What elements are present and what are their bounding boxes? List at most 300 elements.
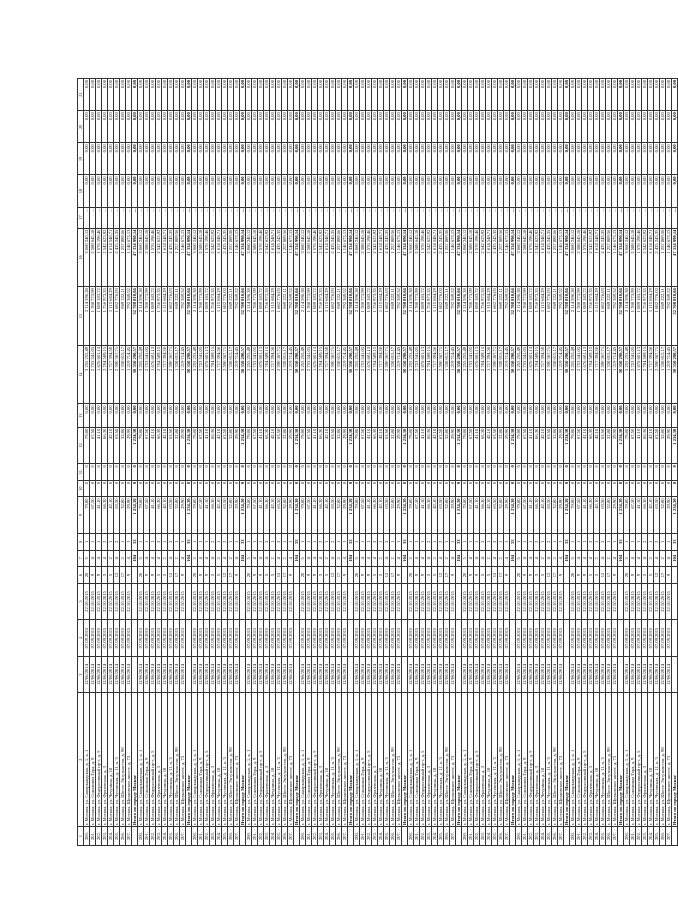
value-cell: 0,00: [288, 143, 294, 175]
value-cell: 33: [618, 533, 624, 550]
value-cell: 22.10.2015: [174, 583, 180, 620]
value-cell: 2 588 645,18: [522, 228, 528, 287]
value-cell: 0,00: [636, 111, 642, 143]
value-cell: 0,00: [84, 404, 90, 427]
value-cell: 79,80: [462, 497, 468, 534]
value-cell: ...: [192, 207, 198, 228]
value-cell: 9: [666, 567, 672, 584]
value-cell: 22.10.2015: [300, 583, 306, 620]
value-cell: 0: [300, 480, 306, 497]
value-cell: 66,30: [318, 497, 324, 534]
value-cell: 66,30: [102, 497, 108, 534]
value-cell: 07.09.2015: [588, 620, 594, 657]
address-cell: г. Москва, ул. Соколиная Гора, д. 9: [306, 693, 312, 827]
value-cell: 0: [258, 464, 264, 481]
value-cell: 1: [636, 533, 642, 550]
value-cell: 07.09.2015: [126, 620, 132, 657]
value-cell: 0,00: [408, 175, 414, 207]
value-cell: 1 219 714,45: [558, 345, 564, 404]
value-cell: 0,00: [96, 111, 102, 143]
value-cell: 1 717 394,50: [648, 345, 654, 404]
value-cell: 0,00: [228, 111, 234, 143]
value-cell: 2: [270, 550, 276, 567]
value-cell: 0,00: [264, 404, 270, 427]
value-cell: 5: [588, 567, 594, 584]
value-cell: 201.: [468, 827, 474, 846]
value-cell: 12/06/2014: [540, 656, 546, 693]
value-cell: 63,50: [384, 497, 390, 534]
value-cell: 0,00: [582, 111, 588, 143]
value-cell: 07.09.2015: [552, 620, 558, 657]
value-cell: 0,00: [294, 404, 300, 427]
value-cell: 0,00: [618, 404, 624, 427]
value-cell: ...: [450, 207, 456, 228]
value-cell: 2 704 589,15: [210, 345, 216, 404]
value-cell: 0,00: [270, 143, 276, 175]
value-cell: 0,00: [522, 143, 528, 175]
value-cell: 1 234,30: [456, 427, 462, 464]
value-cell: 0,00: [396, 79, 402, 111]
value-cell: 0,00: [426, 111, 432, 143]
value-cell: 869 222,11: [660, 287, 666, 346]
address-cell: г. Москва, ул. Чусовская, д. 11, к. 5: [114, 693, 120, 827]
value-cell: ...: [510, 207, 516, 228]
value-cell: 12: [330, 567, 336, 584]
value-cell: 5: [270, 567, 276, 584]
value-cell: 2 435 245,35: [330, 228, 336, 287]
value-cell: 207.: [126, 827, 132, 846]
value-cell: 204.: [648, 827, 654, 846]
value-cell: ...: [414, 207, 420, 228]
address-cell: г. Москва, ул. Фрязевская, д. 3: [264, 693, 270, 827]
value-cell: 07.09.2015: [516, 620, 522, 657]
value-cell: 9: [630, 567, 636, 584]
value-cell: 1: [594, 533, 600, 550]
value-cell: 2 753 541,05: [306, 345, 312, 404]
value-cell: [672, 827, 678, 846]
value-cell: 0,00: [156, 111, 162, 143]
value-cell: 1: [606, 533, 612, 550]
address-cell: г. Москва, ул. Федеративный пр-т, д. 5: [204, 693, 210, 827]
value-cell: 07.09.2015: [90, 620, 96, 657]
value-cell: 50 350 290,57: [456, 345, 462, 404]
value-cell: 22.10.2015: [312, 583, 318, 620]
value-cell: ...: [552, 207, 558, 228]
value-cell: 1: [552, 533, 558, 550]
value-cell: 0,00: [408, 79, 414, 111]
value-cell: 0: [348, 480, 354, 497]
value-cell: 32 708 810,04: [186, 287, 192, 346]
value-cell: 0,00: [540, 175, 546, 207]
value-cell: 0,00: [222, 143, 228, 175]
value-cell: 1: [138, 533, 144, 550]
value-cell: 9: [468, 567, 474, 584]
value-cell: 0,00: [366, 404, 372, 427]
value-cell: 0,00: [186, 143, 192, 175]
value-cell: 0,00: [378, 143, 384, 175]
value-cell: 0,00: [144, 143, 150, 175]
value-cell: 20: [246, 567, 252, 584]
value-cell: 1 257 889,56: [390, 228, 396, 287]
value-cell: 12/06/2014: [276, 656, 282, 693]
value-cell: 1 788 773,99: [522, 287, 528, 346]
value-cell: 0: [240, 480, 246, 497]
value-cell: 4: [180, 550, 186, 567]
value-cell: 2 114 596,38: [624, 287, 630, 346]
value-cell: 0,00: [174, 175, 180, 207]
value-cell: 0: [234, 464, 240, 481]
value-cell: 0,00: [474, 79, 480, 111]
value-cell: ...: [582, 207, 588, 228]
value-cell: 22.10.2015: [636, 583, 642, 620]
value-cell: 1 089 183,72: [474, 287, 480, 346]
value-cell: 0,00: [360, 175, 366, 207]
value-cell: 2 590 367,71: [438, 345, 444, 404]
value-cell: 9: [96, 567, 102, 584]
value-cell: 0,00: [498, 79, 504, 111]
value-cell: 20: [570, 567, 576, 584]
value-cell: 0: [420, 480, 426, 497]
value-cell: 200.: [138, 827, 144, 846]
address-cell: г. Москва, ул. Чусовская, д. 11, к. 5: [168, 693, 174, 827]
address-cell: г. Москва, ул. Соколиная Гора, д. 9: [576, 693, 582, 827]
value-cell: 2 588 645,18: [630, 228, 636, 287]
value-cell: 41,10: [96, 427, 102, 464]
value-cell: 1 257 889,56: [606, 228, 612, 287]
value-cell: 12/06/2014: [558, 656, 564, 693]
value-cell: 63,50: [546, 427, 552, 464]
value-cell: 3 060 240,12: [192, 228, 198, 287]
value-cell: 0,00: [552, 111, 558, 143]
value-cell: 0,00: [456, 79, 462, 111]
value-cell: 0,00: [522, 79, 528, 111]
value-cell: 2: [594, 550, 600, 567]
value-cell: 4: [654, 550, 660, 567]
value-cell: 12/06/2014: [420, 656, 426, 693]
value-cell: 67,50: [414, 497, 420, 534]
value-cell: 0,00: [252, 175, 258, 207]
address-cell: г. Москва, ул. Фрязевская, д. 3: [480, 693, 486, 827]
value-cell: 0,00: [444, 111, 450, 143]
value-cell: 0,00: [90, 79, 96, 111]
address-cell: г. Москва, ул. Самаркандская, д. 1, к. 1: [408, 693, 414, 827]
value-cell: 0: [570, 464, 576, 481]
value-cell: 12/06/2014: [270, 656, 276, 693]
value-cell: 0,00: [138, 143, 144, 175]
value-cell: 22.10.2015: [366, 583, 372, 620]
value-cell: 0,00: [258, 79, 264, 111]
value-cell: 12/06/2014: [384, 656, 390, 693]
value-cell: 07.09.2015: [372, 620, 378, 657]
value-cell: 79,80: [624, 427, 630, 464]
value-cell: 07.09.2015: [444, 620, 450, 657]
value-cell: 1: [120, 533, 126, 550]
value-cell: 0,00: [102, 111, 108, 143]
value-cell: 203.: [534, 827, 540, 846]
value-cell: 1: [354, 533, 360, 550]
value-cell: 66,30: [102, 427, 108, 464]
value-cell: 0,00: [534, 404, 540, 427]
value-cell: 0: [294, 480, 300, 497]
value-cell: 79,80: [138, 427, 144, 464]
column-number-cell: 6: [78, 567, 84, 584]
value-cell: 4: [126, 550, 132, 567]
value-cell: 22.10.2015: [216, 583, 222, 620]
value-cell: 2 588 645,18: [90, 228, 96, 287]
value-cell: 20: [408, 567, 414, 584]
value-cell: 22.10.2015: [552, 583, 558, 620]
value-cell: 1: [468, 533, 474, 550]
value-cell: 792 369,52: [234, 287, 240, 346]
value-cell: 41,10: [420, 497, 426, 534]
value-cell: 17: [552, 567, 558, 584]
value-cell: 12/06/2014: [138, 656, 144, 693]
value-cell: 0,00: [348, 111, 354, 143]
value-cell: 07.09.2015: [378, 620, 384, 657]
value-cell: 1 576 198,46: [582, 228, 588, 287]
value-cell: 1 676 601,13: [204, 345, 210, 404]
value-cell: 63,50: [438, 497, 444, 534]
value-cell: 1 614 548,71: [378, 228, 384, 287]
value-cell: 1 682 776,03: [438, 287, 444, 346]
value-cell: 0: [546, 480, 552, 497]
value-cell: 1 756 973,35: [210, 287, 216, 346]
value-cell: 0,00: [630, 404, 636, 427]
value-cell: 1 257 889,56: [498, 228, 504, 287]
value-cell: 204.: [108, 827, 114, 846]
value-cell: 0,00: [420, 175, 426, 207]
value-cell: 22.10.2015: [624, 583, 630, 620]
value-cell: 42,10: [378, 427, 384, 464]
value-cell: 0: [150, 464, 156, 481]
value-cell: 4: [558, 550, 564, 567]
value-cell: 201.: [198, 827, 204, 846]
value-cell: 0,00: [456, 111, 462, 143]
value-cell: 12/06/2014: [354, 656, 360, 693]
value-cell: 07.09.2015: [648, 620, 654, 657]
value-cell: 1 682 776,03: [168, 287, 174, 346]
value-cell: 0,00: [660, 79, 666, 111]
value-cell: 47 334 990,14: [456, 228, 462, 287]
value-cell: 9: [204, 567, 210, 584]
value-cell: 67,50: [252, 497, 258, 534]
value-cell: 104: [132, 550, 138, 567]
value-cell: 0,00: [108, 111, 114, 143]
address-cell: г. Москва, ул. Самаркандская, д. 1, к. 1: [516, 693, 522, 827]
value-cell: 63,50: [114, 497, 120, 534]
value-cell: 0,00: [174, 143, 180, 175]
value-cell: 1 682 776,03: [600, 287, 606, 346]
value-cell: 0: [372, 480, 378, 497]
value-cell: 0,00: [312, 79, 318, 111]
value-cell: 0,00: [432, 143, 438, 175]
value-cell: 0,00: [234, 111, 240, 143]
value-cell: 66,30: [534, 427, 540, 464]
value-cell: 204.: [216, 827, 222, 846]
value-cell: 22.10.2015: [570, 583, 576, 620]
value-cell: 0,00: [414, 143, 420, 175]
value-cell: 1: [180, 533, 186, 550]
value-cell: 9: [312, 567, 318, 584]
value-cell: 12/06/2014: [312, 656, 318, 693]
value-cell: 0,00: [348, 143, 354, 175]
column-number-cell: 10: [78, 480, 84, 497]
value-cell: 22.10.2015: [582, 583, 588, 620]
value-cell: 0,00: [540, 79, 546, 111]
value-cell: 29,90: [288, 427, 294, 464]
value-cell: 07.09.2015: [102, 620, 108, 657]
value-cell: ...: [204, 207, 210, 228]
value-cell: 0,00: [336, 111, 342, 143]
value-cell: 0: [264, 480, 270, 497]
value-cell: 0,00: [192, 111, 198, 143]
value-cell: 2: [444, 550, 450, 567]
value-cell: 0,00: [204, 143, 210, 175]
value-cell: 0,00: [372, 143, 378, 175]
value-cell: 1 338 015,17: [606, 345, 612, 404]
value-cell: 0,00: [258, 111, 264, 143]
address-cell: г. Москва, ул. Фрязевская, д. 3: [318, 693, 324, 827]
value-cell: 2 590 367,71: [384, 345, 390, 404]
value-cell: ...: [108, 207, 114, 228]
value-cell: 1 614 548,71: [648, 228, 654, 287]
value-cell: 20: [516, 567, 522, 584]
value-cell: ...: [528, 207, 534, 228]
value-cell: 42,10: [540, 497, 546, 534]
value-cell: 0: [630, 464, 636, 481]
value-cell: ...: [384, 207, 390, 228]
address-cell: г. Москва, ул. Самаркандская, д. 1, к. 1: [84, 693, 90, 827]
value-cell: 66,30: [372, 427, 378, 464]
value-cell: 0,00: [216, 404, 222, 427]
value-cell: 67,50: [198, 497, 204, 534]
value-cell: 0: [216, 480, 222, 497]
value-cell: 32,80: [336, 427, 342, 464]
value-cell: 0: [426, 464, 432, 481]
value-cell: 9: [90, 567, 96, 584]
value-cell: ...: [276, 207, 282, 228]
value-cell: 0: [510, 480, 516, 497]
value-cell: 0,00: [390, 143, 396, 175]
value-cell: 0,00: [96, 404, 102, 427]
value-cell: 1 717 394,50: [540, 345, 546, 404]
value-cell: 4: [96, 550, 102, 567]
address-cell: г. Москва, ул. Федеративный пр-т, д. 5: [150, 693, 156, 827]
value-cell: 07.09.2015: [450, 620, 456, 657]
value-cell: 1 717 394,50: [432, 345, 438, 404]
value-cell: 0,00: [612, 111, 618, 143]
value-cell: ...: [372, 207, 378, 228]
value-cell: ...: [270, 207, 276, 228]
value-cell: 0,00: [186, 404, 192, 427]
value-cell: 12/06/2014: [282, 656, 288, 693]
value-cell: 2: [276, 533, 282, 550]
value-cell: 22.10.2015: [102, 583, 108, 620]
value-cell: 2: [168, 533, 174, 550]
value-cell: 0,00: [342, 175, 348, 207]
value-cell: 67,50: [306, 427, 312, 464]
column-number-cell: 5: [78, 583, 84, 620]
value-cell: 0: [624, 464, 630, 481]
value-cell: 0,00: [570, 175, 576, 207]
value-cell: 0,00: [192, 175, 198, 207]
value-cell: 0,00: [624, 404, 630, 427]
value-cell: ...: [522, 207, 528, 228]
value-cell: 0,00: [360, 79, 366, 111]
value-cell: 0: [606, 464, 612, 481]
value-cell: 07.09.2015: [606, 620, 612, 657]
value-cell: 2 114 596,38: [246, 287, 252, 346]
value-cell: 1 338 015,17: [336, 345, 342, 404]
value-cell: 22.10.2015: [306, 583, 312, 620]
value-cell: 0,00: [504, 143, 510, 175]
value-cell: 4: [276, 550, 282, 567]
value-cell: ...: [498, 207, 504, 228]
value-cell: 0: [642, 464, 648, 481]
value-cell: 5: [516, 550, 522, 567]
value-cell: 2 588 645,18: [198, 228, 204, 287]
value-cell: 12/06/2014: [258, 656, 264, 693]
value-cell: 79,80: [300, 427, 306, 464]
value-cell: 0,00: [138, 111, 144, 143]
value-cell: 07.09.2015: [198, 620, 204, 657]
value-cell: 0,00: [204, 79, 210, 111]
value-cell: 0,00: [192, 404, 198, 427]
value-cell: 07.09.2015: [540, 620, 546, 657]
value-cell: 0,00: [348, 404, 354, 427]
value-cell: 205.: [168, 827, 174, 846]
value-cell: 1 338 015,17: [282, 345, 288, 404]
value-cell: 0,00: [486, 79, 492, 111]
value-cell: ...: [342, 207, 348, 228]
value-cell: 41,10: [636, 497, 642, 534]
value-cell: 4: [312, 550, 318, 567]
value-cell: 0: [120, 480, 126, 497]
value-cell: 0: [384, 464, 390, 481]
value-cell: 22.10.2015: [318, 583, 324, 620]
value-cell: 42,10: [162, 427, 168, 464]
value-cell: 4: [90, 550, 96, 567]
value-cell: 1 576 198,46: [366, 228, 372, 287]
value-cell: 63,50: [330, 427, 336, 464]
value-cell: 12/06/2014: [432, 656, 438, 693]
value-cell: 0,00: [408, 404, 414, 427]
value-cell: 1 146 673,13: [396, 228, 402, 287]
address-cell: г. Москва, ул. Самаркандская, д. 1, к. 1: [192, 693, 198, 827]
value-cell: 0,00: [486, 175, 492, 207]
value-cell: 3 060 240,12: [408, 228, 414, 287]
value-cell: 203.: [480, 827, 486, 846]
value-cell: 0,00: [630, 143, 636, 175]
value-cell: ...: [324, 207, 330, 228]
value-cell: 0: [444, 464, 450, 481]
value-cell: ...: [312, 207, 318, 228]
value-cell: 0: [204, 464, 210, 481]
value-cell: 1 338 015,17: [228, 345, 234, 404]
value-cell: 0,00: [636, 175, 642, 207]
value-cell: 0: [192, 480, 198, 497]
value-cell: 67,50: [576, 497, 582, 534]
value-cell: 32,80: [660, 427, 666, 464]
value-cell: 0: [552, 480, 558, 497]
value-cell: 2 114 596,38: [516, 287, 522, 346]
value-cell: 29,90: [558, 497, 564, 534]
value-cell: 5: [426, 567, 432, 584]
value-cell: 2 704 589,15: [372, 345, 378, 404]
value-cell: 07.09.2015: [426, 620, 432, 657]
value-cell: 32 708 810,04: [510, 287, 516, 346]
value-cell: 869 222,11: [444, 287, 450, 346]
